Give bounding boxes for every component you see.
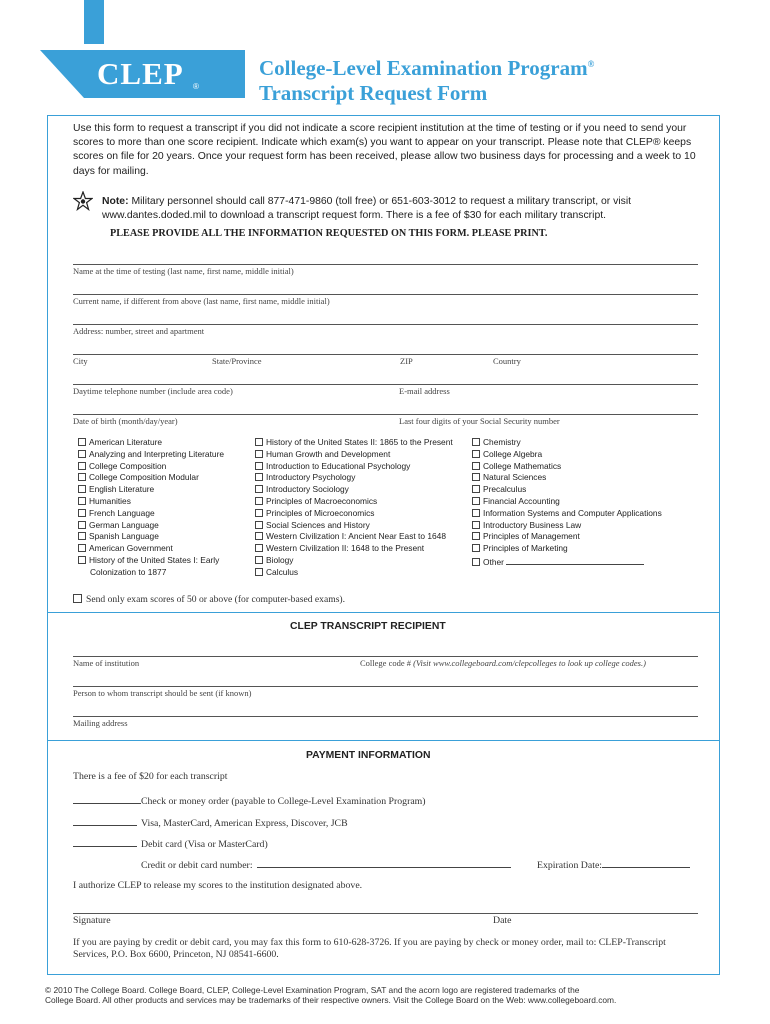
authorize-text: I authorize CLEP to release my scores to the institution designated above. [73,880,363,891]
card-blank[interactable] [73,816,137,826]
checkbox-icon[interactable] [472,558,480,566]
field-line [73,354,698,355]
checkbox-icon[interactable] [78,473,86,481]
checkbox-icon[interactable] [78,544,86,552]
exam-checkbox[interactable]: Humanities [78,496,224,508]
code-hint: (Visit www.collegeboard.com/clepcolleges to look up college codes.) [413,658,646,668]
exam-checkbox[interactable]: Natural Sciences [472,472,662,484]
logo-tab [84,0,104,44]
checkbox-icon[interactable] [472,521,480,529]
intro-text: Use this form to request a transcript if you did not indicate a score recipient institution at the time of testing or if you need to send your scores to more than one score recipient. Indicate which exam(s) you want to appear on your transcript. Please note that CLEP® keeps scores on file for 20 years. Once your request form has been received, please allow two business days for processing and a week to 10 days for mailing. [73,123,696,177]
expiration-label: Expiration Date: [537,860,603,871]
exam-checkbox[interactable]: Introduction to Educational Psychology [255,461,453,473]
dob-label: Date of birth (month/day/year) [73,416,178,426]
checkbox-icon[interactable] [472,473,480,481]
exam-checkbox[interactable]: Western Civilization I: Ancient Near East to 1648 [255,531,453,543]
exam-checkbox-other[interactable]: Other [472,555,662,569]
code-label: College code # [360,658,414,668]
state-label: State/Province [212,356,262,366]
exam-label-continued: Colonization to 1877 [90,566,167,577]
checkbox-icon[interactable] [255,568,263,576]
exam-checkbox[interactable]: French Language [78,508,224,520]
card-number-blank[interactable] [257,858,511,868]
address-label: Address: number, street and apartment [73,326,205,336]
footer-line2: College Board. All other products and services may be trademarks of their respective owners. Visit the College Board on the Web: www.collegeboard.com. [45,995,617,1005]
mailing-label: Mailing address [73,718,128,728]
checkbox-icon[interactable] [73,594,82,603]
field-line [73,686,698,687]
exam-checkbox[interactable]: Biology [255,555,453,567]
field-line [73,716,698,717]
field-line [73,264,698,265]
checkbox-icon[interactable] [255,450,263,458]
exam-checkbox[interactable]: German Language [78,520,224,532]
logo-text: CLEP [97,56,184,91]
checkbox-icon[interactable] [472,485,480,493]
checkbox-icon[interactable] [78,532,86,540]
checkbox-icon[interactable] [472,450,480,458]
exam-checkbox[interactable]: College Algebra [472,449,662,461]
field-line [73,324,698,325]
note-text: Military personnel should call 877-471-9860 (toll free) or 651-603-3012 to request a military transcript, or visit www.dantes.doded.mil to download a transcript request form. There is a fee of $30 for each military transcript. [102,196,632,221]
debit-blank[interactable] [73,837,137,847]
exam-checkbox[interactable]: Principles of Macroeconomics [255,496,453,508]
checkbox-icon[interactable] [472,497,480,505]
name-testing-label: Name at the time of testing (last name, first name, middle initial) [73,266,294,276]
checkbox-icon[interactable] [78,497,86,505]
military-note [102,195,702,223]
exam-checkbox[interactable]: Social Sciences and History [255,520,453,532]
exam-checkbox[interactable]: Chemistry [472,437,662,449]
cards-label: Visa, MasterCard, American Express, Discover, JCB [141,818,348,829]
exam-checkbox[interactable]: Introductory Psychology [255,472,453,484]
exam-checkbox[interactable]: Principles of Microeconomics [255,508,453,520]
checkbox-icon[interactable] [472,509,480,517]
check-option[interactable] [73,794,426,807]
checkbox-icon[interactable] [472,462,480,470]
exam-checkbox[interactable]: Calculus [255,567,453,579]
section-divider [47,740,720,741]
note-label: Note: [102,196,129,207]
city-label: City [73,356,88,366]
checkbox-icon[interactable] [78,509,86,517]
signature-label: Signature [73,915,111,926]
exam-checkbox[interactable]: College Mathematics [472,461,662,473]
other-blank[interactable] [506,555,644,565]
checkbox-icon[interactable] [255,509,263,517]
field-line [73,414,698,415]
checkbox-icon[interactable] [78,521,86,529]
debit-option[interactable] [73,837,268,850]
email-label: E-mail address [399,386,450,396]
exam-checkbox[interactable]: American Government [78,543,224,555]
exam-list-col1 [78,437,224,579]
field-line [73,656,698,657]
debit-label: Debit card (Visa or MasterCard) [141,839,268,850]
logo-registered: ® [193,82,199,91]
title-line1: College-Level Examination Program [259,56,588,80]
footer-line1: © 2010 The College Board. College Board, CLEP, College-Level Examination Program, SAT and the acorn logo are registered trademarks of the [45,985,580,995]
checkbox-icon[interactable] [78,462,86,470]
exam-checkbox[interactable]: College Composition [78,461,224,473]
expiration-field[interactable] [537,858,690,871]
ssn-label: Last four digits of your Social Security number [399,416,560,426]
exam-checkbox[interactable]: Analyzing and Interpreting Literature [78,449,224,461]
exam-checkbox[interactable]: Information Systems and Computer Applications [472,508,662,520]
check-label: Check or money order (payable to College-Level Examination Program) [141,796,426,807]
checkbox-icon[interactable] [255,485,263,493]
phone-label: Daytime telephone number (include area code) [73,386,233,396]
exam-checkbox[interactable]: Human Growth and Development [255,449,453,461]
checkbox-icon[interactable] [472,438,480,446]
current-name-label: Current name, if different from above (last name, first name, middle initial) [73,296,330,306]
checkbox-icon[interactable] [78,450,86,458]
exam-list-col2 [255,437,453,579]
fax-mail-text: If you are paying by credit or debit card, you may fax this form to 610-628-3726. If you are paying by check or money order, mail to: CLEP-Transcript Services, P.O. Box 6600, Princeton, NJ 08541-6600. [73,937,666,961]
checkbox-icon[interactable] [255,462,263,470]
send-scores-option[interactable] [73,594,345,605]
check-blank[interactable] [73,794,141,804]
checkbox-icon[interactable] [255,497,263,505]
institution-label: Name of institution [73,658,140,668]
field-line [73,294,698,295]
exam-checkbox[interactable]: Western Civilization II: 1648 to the Present [255,543,453,555]
college-code-label [360,658,646,668]
checkbox-icon[interactable] [255,556,263,564]
zip-label: ZIP [400,356,413,366]
star-icon [73,191,93,216]
exam-checkbox[interactable]: Principles of Marketing [472,543,662,555]
expiration-blank[interactable] [602,858,690,868]
checkbox-icon[interactable] [472,532,480,540]
section-divider [47,612,720,613]
exam-checkbox[interactable]: Precalculus [472,484,662,496]
checkbox-icon[interactable] [255,438,263,446]
checkbox-icon[interactable] [472,544,480,552]
exam-checkbox[interactable]: Principles of Management [472,531,662,543]
title-registered: ® [587,59,595,69]
recipient-heading: CLEP TRANSCRIPT RECIPIENT [290,621,446,632]
exam-checkbox[interactable]: Introductory Sociology [255,484,453,496]
exam-checkbox[interactable]: History of the United States I: Early [78,555,224,567]
checkbox-icon[interactable] [78,556,86,564]
page-title [259,56,594,81]
exam-checkbox[interactable]: College Composition Modular [78,472,224,484]
card-option[interactable] [73,816,348,829]
instruction-heading: PLEASE PROVIDE ALL THE INFORMATION REQUESTED ON THIS FORM. PLEASE PRINT. [110,228,548,239]
card-number-field[interactable] [141,858,511,871]
send-scores-label: Send only exam scores of 50 or above (for computer-based exams). [86,594,346,605]
exam-list-col3 [472,437,662,569]
exam-checkbox[interactable]: American Literature [78,437,224,449]
signature-line [73,913,698,914]
fee-text: There is a fee of $20 for each transcript [73,771,228,782]
checkbox-icon[interactable] [78,438,86,446]
person-label: Person to whom transcript should be sent (if known) [73,688,252,698]
payment-heading: PAYMENT INFORMATION [306,750,431,761]
exam-checkbox[interactable]: Spanish Language [78,531,224,543]
date-label: Date [493,915,512,926]
checkbox-icon[interactable] [255,473,263,481]
card-number-label: Credit or debit card number: [141,860,253,871]
exam-checkbox[interactable]: Financial Accounting [472,496,662,508]
checkbox-icon[interactable] [78,485,86,493]
country-label: Country [493,356,521,366]
exam-checkbox[interactable]: History of the United States II: 1865 to the Present [255,437,453,449]
exam-checkbox[interactable]: Introductory Business Law [472,520,662,532]
checkbox-icon[interactable] [255,532,263,540]
checkbox-icon[interactable] [255,544,263,552]
exam-checkbox[interactable]: English Literature [78,484,224,496]
checkbox-icon[interactable] [255,521,263,529]
page-subtitle: Transcript Request Form [259,81,488,105]
field-line [73,384,698,385]
